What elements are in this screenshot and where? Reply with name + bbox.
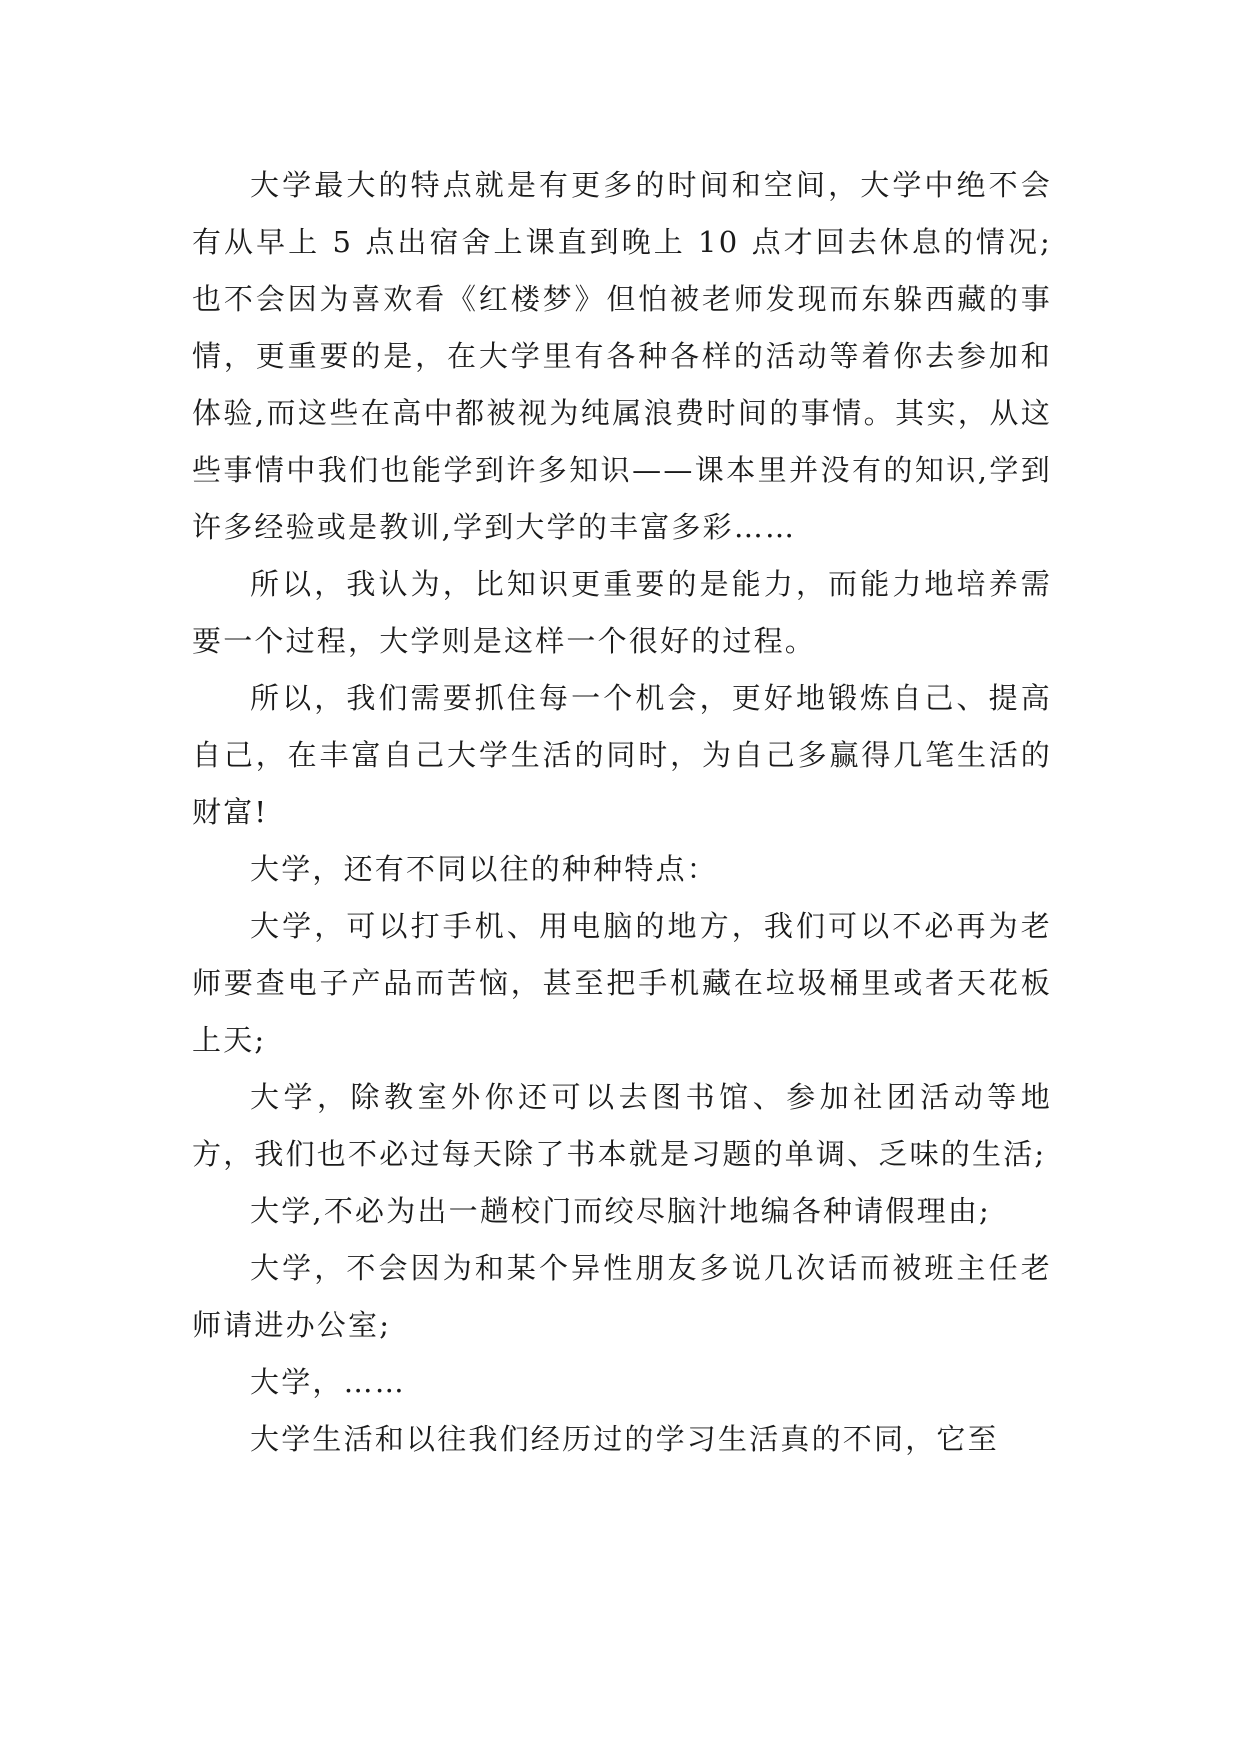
paragraph-8: 大学，不会因为和某个异性朋友多说几次话而被班主任老师请进办公室; bbox=[192, 1251, 1052, 1342]
paragraph-2: 所以，我认为，比知识更重要的是能力，而能力地培养需要一个过程，大学则是这样一个很好的过程。 bbox=[192, 567, 1052, 658]
paragraph-9: 大学，…… bbox=[250, 1365, 407, 1399]
document-body bbox=[192, 157, 1052, 1468]
paragraph-6: 大学，除教室外你还可以去图书馆、参加社团活动等地方，我们也不必过每天除了书本就是习题的单调、乏味的生活; bbox=[192, 1080, 1052, 1171]
paragraph-5: 大学，可以打手机、用电脑的地方，我们可以不必再为老师要查电子产品而苦恼，甚至把手机藏在垃圾桶里或者天花板上天; bbox=[192, 909, 1052, 1057]
paragraph-3: 所以，我们需要抓住每一个机会，更好地锻炼自己、提高自己，在丰富自己大学生活的同时，为自己多赢得几笔生活的财富! bbox=[192, 681, 1052, 829]
paragraph-1: 大学最大的特点就是有更多的时间和空间，大学中绝不会有从早上 5 点出宿舍上课直到晚上 10 点才回去休息的情况;也不会因为喜欢看《红楼梦》但怕被老师发现而东躲西藏的事情，更重要的是，在大学里有各种各样的活动等着你去参加和体验,而这些在高中都被视为纯属浪费时间的事情。其实，从这些事情中我们也能学到许多知识——课本里并没有的知识,学到许多经验或是教训,学到大学的丰富多彩…… bbox=[192, 168, 1052, 544]
paragraph-7: 大学,不必为出一趟校门而绞尽脑汁地编各种请假理由; bbox=[250, 1194, 991, 1228]
paragraph-4: 大学，还有不同以往的种种特点： bbox=[250, 852, 719, 886]
paragraph-10: 大学生活和以往我们经历过的学习生活真的不同，它至 bbox=[250, 1422, 999, 1456]
